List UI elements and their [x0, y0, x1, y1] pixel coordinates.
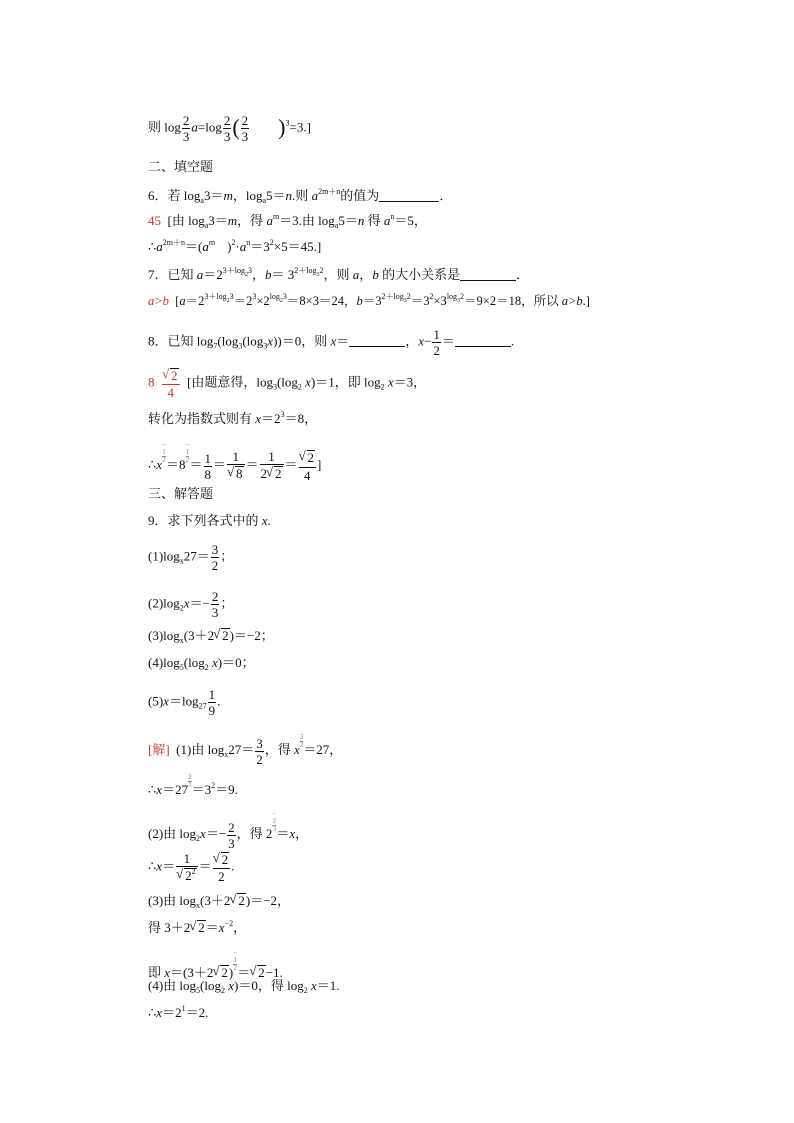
exponent-fraction: $\frac{3}{2}$: [299, 733, 304, 749]
section-heading-fill-in: 二、填空题: [148, 159, 214, 174]
q9-part-3: $(3)\log_x(3+2√$ 2)＝−2；: [148, 628, 274, 643]
solution-2-line-2: ∴x＝ 1 √ $2^2$ ＝ √ $\frac{2}{2}$ .: [148, 852, 234, 883]
solution-4: (4)由 $\log_5(\log_2$ x)＝0，得 $\log_2 x=1$.: [148, 978, 340, 995]
fraction: $\frac{1}{8}$: [204, 450, 211, 482]
q9-part-1: $(1)\log_x27=$ $\frac{3}{2}$ ；: [148, 542, 234, 573]
solution-3-line-2: 得 3＋2√ $2=x^{-2}$，: [148, 920, 246, 935]
fraction: 1 √ $2^2$: [176, 852, 198, 883]
answer-value: a>b: [148, 294, 169, 308]
fraction: √ $\frac{2}{2}$: [213, 852, 231, 883]
fraction: $\frac{2}{3}$: [241, 113, 249, 144]
fraction: √ $\frac{2}{4}$: [162, 368, 180, 399]
question-9: 9．求下列各式中的 x.: [148, 513, 271, 528]
fraction: √ $\frac{2}{4}$: [299, 450, 317, 481]
answer-6-line-2: $\therefore a^{2m+n}=(a^m$ )$^2\cdot a^n=3^2\times 5=45$.]: [148, 238, 322, 254]
fraction: $\frac{3}{2}$: [256, 735, 263, 767]
solution-1: [解] (1)由 $\log_x27=$ $\frac{3}{2}$ ，得 x $\frac{3}{2}$ ＝27，: [148, 733, 343, 767]
solution-1-line-2: ∴x＝27 $\frac{2}{3}$ $=3^2=9$.: [148, 773, 238, 797]
fraction: $\frac{2}{3}$: [182, 113, 190, 144]
solution-tag: [解]: [148, 742, 170, 757]
q9-part-2: $(2)\log_2x=-$ $\frac{2}{3}$ ；: [148, 589, 234, 620]
fraction: $\frac{2}{3}$: [228, 819, 235, 851]
solution-2: (2)由 $\log_2x=-$ $\frac{2}{3}$ ，得 2− 2 3 ＝x，: [148, 810, 309, 851]
exponent-fraction: $\frac{2}{3}$: [188, 773, 192, 789]
answer-blank: [455, 334, 511, 347]
fraction: $\frac{2}{3}$: [223, 113, 231, 144]
answer-value: 8: [148, 374, 155, 390]
fraction: $\frac{2}{3}$: [211, 589, 219, 620]
answer-blank: [460, 268, 516, 281]
answer-8-line-2: 转化为指数式则有 $x=2^3=8$，: [148, 410, 318, 426]
exponent-fraction: − 1 2: [233, 949, 238, 972]
fraction: $\frac{1}{2}$: [433, 327, 440, 358]
line-1: 则 log $\frac{2}{3}$ a=log $\frac{2}{3}$ ( $\frac{2}{3}$ )$^3$=3.]: [148, 113, 311, 144]
exponent-fraction: − 1 2: [162, 441, 167, 464]
answer-8: 8 √ $\frac{2}{4}$ [由题意得，$\log_3(\log_2$ x)＝1，即 $\log_2 x=3$，: [148, 368, 426, 399]
exponent-fraction: − 2 3: [272, 810, 277, 833]
answer-6: 45 [由 $\log_a3=m$，得 $a^m=3$.由 $\log_a5=n$ 得 $a^n=5$，: [148, 212, 427, 230]
fraction: 1 √ 8: [227, 450, 245, 481]
answer-blank: [349, 334, 405, 347]
fraction: $\frac{1}{9}$: [208, 687, 216, 718]
question-8: 8．已知 $\log_7(\log_3(\log_3x))=0$，则 x＝ ，x− $\frac{1}{2}$ ＝ .: [148, 327, 515, 358]
answer-blank: [379, 189, 439, 202]
q9-part-4: $(4)\log_5(\log_2$ x)＝0；: [148, 655, 255, 672]
answer-value: 45: [148, 213, 161, 228]
exponent-fraction: − 1 2: [185, 441, 190, 464]
fraction: $\frac{3}{2}$: [211, 542, 219, 573]
solution-4-line-2: $\therefore x=2^1=2$.: [148, 1004, 209, 1020]
question-6: 6．若 $\log_a3=m$，$\log_a5=n$.则 $a^{2m+n}$的值为 ．: [148, 187, 453, 205]
solution-3-line-3: 即 x＝(3＋2√ 2)− 1 2 ＝√ 2−1.: [148, 950, 283, 980]
question-7: 7．已知 $a=2^{3+log_23}$，$b= 3^{2+log_32}$，则 a，b 的大小关系是 ．: [148, 266, 530, 282]
q9-part-5: $(5)x=\log_{27}$ $\frac{1}{9}$ .: [148, 687, 221, 718]
solution-3: (3)由 $\log_x(3+2√$ 2)＝−2，: [148, 893, 290, 908]
fraction: $\frac{1}{2√ 2}$: [260, 450, 284, 481]
answer-8-line-3: ∴x− 1 2 ＝8− 1 2 ＝ $\frac{1}{8}$ ＝ 1 √ 8 ＝ $\frac{1}{2√ 2}$ ＝ √ $\frac{2}{4}$ ]: [148, 442, 321, 482]
section-heading-solutions: 三、解答题: [148, 486, 214, 501]
answer-7: a>b [$a=2^{3+log_23}=2^3\times 2^{log_23}=8\times 3=24$，$b=3^{2+log_32}=3^2\times 3^{log_32}=9\times 2=18$，所以 a>b.]: [148, 292, 590, 308]
